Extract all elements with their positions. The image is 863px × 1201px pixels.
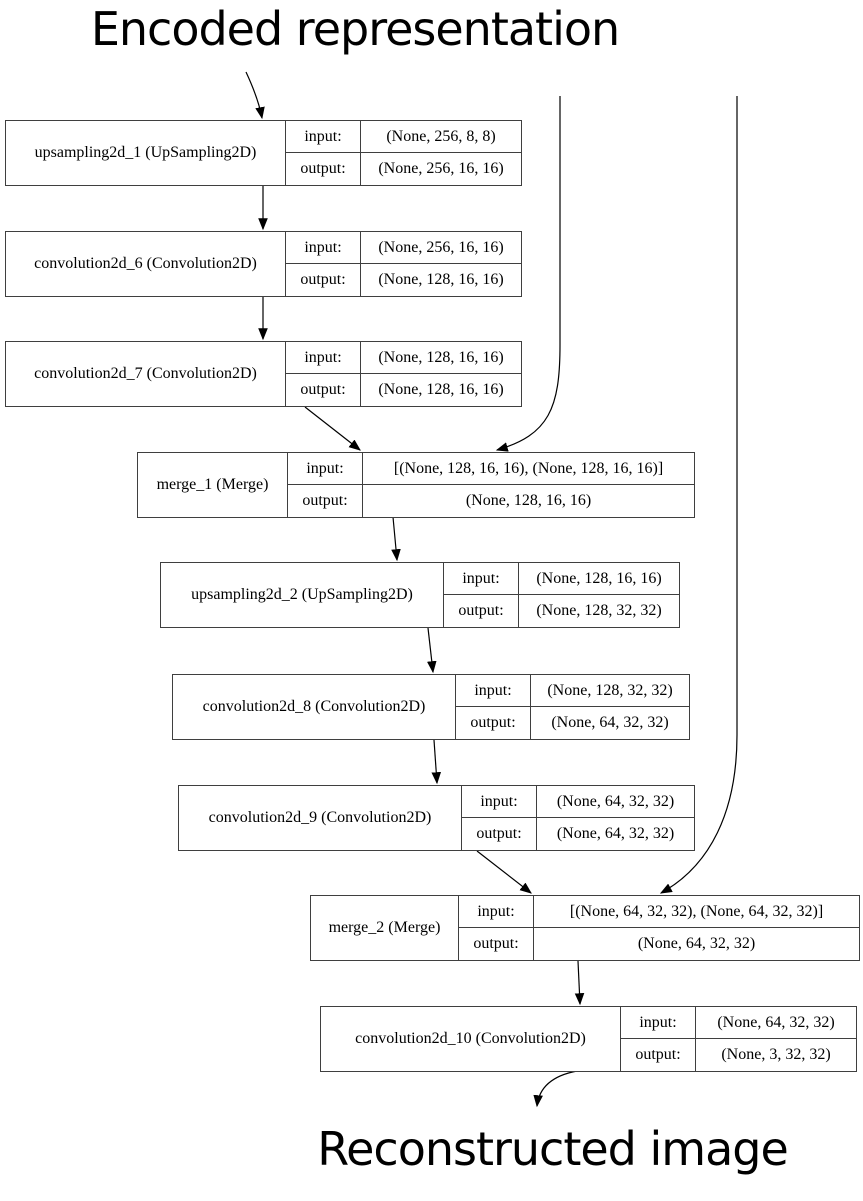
node-convolution2d_7	[5, 341, 522, 407]
output-shape: (None, 128, 16, 16)	[378, 381, 504, 398]
input-label: input:	[286, 232, 361, 264]
input-shape: (None, 64, 32, 32)	[696, 1007, 856, 1039]
edge-title-to-upsampling2d_1	[246, 72, 262, 118]
layer-name: merge_2 (Merge)	[311, 896, 459, 960]
output-shape: (None, 64, 32, 32)	[551, 714, 669, 731]
layer-name: convolution2d_10 (Convolution2D)	[321, 1007, 621, 1071]
output-label: output:	[444, 595, 519, 627]
layer-name: convolution2d_8 (Convolution2D)	[173, 675, 456, 739]
edge-convolution2d_7-to-merge_1	[305, 407, 360, 450]
edge-convolution2d_8-to-convolution2d_9	[434, 740, 437, 783]
layer-name: upsampling2d_2 (UpSampling2D)	[161, 563, 444, 627]
output-shape: (None, 128, 16, 16)	[465, 492, 592, 509]
output-label: output:	[286, 374, 361, 406]
output-label: output:	[286, 153, 361, 185]
layer-name: convolution2d_6 (Convolution2D)	[6, 232, 286, 296]
node-merge_2	[310, 895, 860, 961]
edge-convolution2d_9-to-merge_2	[477, 851, 531, 893]
output-shape: (None, 256, 16, 16)	[378, 160, 504, 177]
input-label: input:	[444, 563, 519, 595]
input-label: input:	[286, 342, 361, 374]
output-shape: (None, 3, 32, 32)	[721, 1046, 831, 1063]
output-shape: (None, 128, 32, 32)	[536, 602, 662, 619]
node-convolution2d_8	[172, 674, 690, 740]
output-label: output:	[621, 1039, 696, 1071]
node-upsampling2d_2	[160, 562, 680, 628]
layer-name: merge_1 (Merge)	[138, 453, 288, 517]
layer-name: upsampling2d_1 (UpSampling2D)	[6, 121, 286, 185]
node-upsampling2d_1	[5, 120, 522, 186]
output-label: output:	[462, 818, 537, 850]
input-label: input:	[462, 786, 537, 818]
reconstructed-image-label: Reconstructed image	[317, 1122, 788, 1176]
input-label: input:	[288, 453, 363, 485]
node-merge_1	[137, 452, 695, 518]
output-label: output:	[456, 707, 531, 739]
input-shape: (None, 256, 8, 8)	[361, 121, 521, 153]
node-convolution2d_10	[320, 1006, 857, 1072]
input-shape: (None, 128, 32, 32)	[531, 675, 689, 707]
output-label: output:	[459, 928, 534, 960]
layer-name: convolution2d_9 (Convolution2D)	[179, 786, 462, 850]
edge-merge_2-to-convolution2d_10	[578, 961, 580, 1004]
input-label: input:	[459, 896, 534, 928]
edge-upsampling2d_2-to-convolution2d_8	[428, 628, 433, 672]
output-shape: (None, 128, 16, 16)	[378, 271, 504, 288]
output-shape: (None, 64, 32, 32)	[556, 825, 675, 842]
input-label: input:	[621, 1007, 696, 1039]
input-shape: [(None, 64, 32, 32), (None, 64, 32, 32)]	[534, 896, 859, 928]
input-shape: (None, 64, 32, 32)	[537, 786, 694, 818]
layer-name: convolution2d_7 (Convolution2D)	[6, 342, 286, 406]
edge-convolution2d_10-to-title	[537, 1071, 577, 1106]
input-label: input:	[286, 121, 361, 153]
input-shape: [(None, 128, 16, 16), (None, 128, 16, 16)]	[363, 453, 694, 485]
output-label: output:	[286, 264, 361, 296]
output-label: output:	[288, 485, 363, 517]
edge-merge_1-to-upsampling2d_2	[393, 517, 397, 560]
input-shape: (None, 256, 16, 16)	[361, 232, 521, 264]
input-shape: (None, 128, 16, 16)	[361, 342, 521, 374]
output-shape: (None, 64, 32, 32)	[637, 935, 756, 952]
node-convolution2d_9	[178, 785, 695, 851]
input-label: input:	[456, 675, 531, 707]
encoded-representation-label: Encoded representation	[90, 2, 620, 56]
input-shape: (None, 128, 16, 16)	[519, 563, 679, 595]
node-convolution2d_6	[5, 231, 522, 297]
